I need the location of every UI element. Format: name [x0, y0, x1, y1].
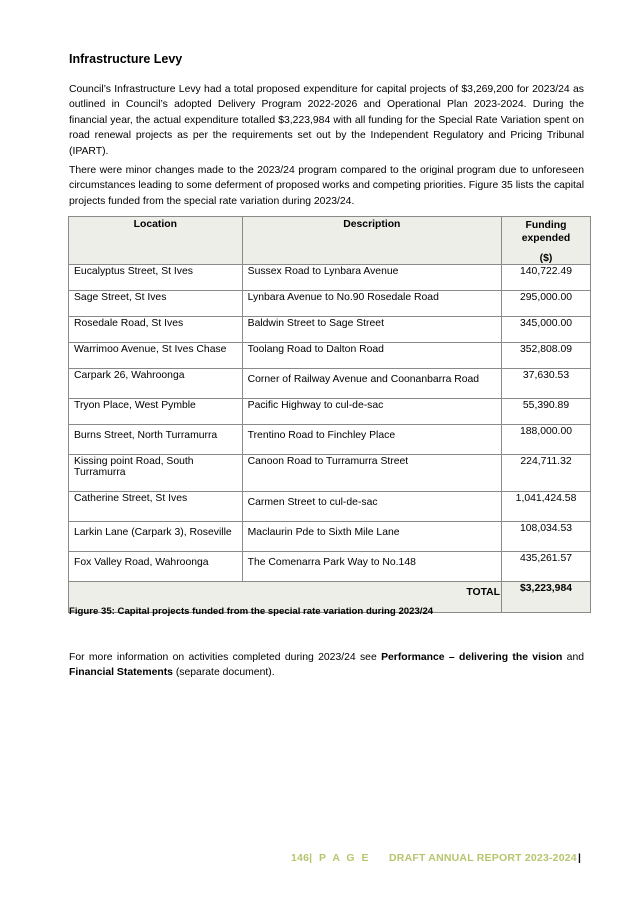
table-row [69, 265, 591, 291]
row-amount: 295,000.00 [502, 291, 591, 317]
table-row [69, 522, 591, 552]
row-description: Corner of Railway Avenue and Coonanbarra Road [242, 369, 501, 399]
row-location: Catherine Street, St Ives [69, 492, 243, 522]
more-info-and: and [562, 652, 584, 663]
row-location: Burns Street, North Turramurra [69, 425, 243, 455]
total-value: $3,223,984 [502, 582, 591, 613]
row-amount: 188,000.00 [502, 425, 591, 455]
footer-separator: | [578, 852, 582, 864]
page-number: 146 [291, 852, 310, 864]
header-funding-label: Funding expended [521, 220, 571, 244]
table-row [69, 343, 591, 369]
table-row [69, 455, 591, 492]
table-row [69, 492, 591, 522]
row-amount: 37,630.53 [502, 369, 591, 399]
total-label: TOTAL [69, 582, 502, 613]
table-row [69, 317, 591, 343]
table-header-row [69, 217, 591, 265]
figure-caption: Figure 35: Capital projects funded from the special rate variation during 2023/24 [69, 606, 434, 617]
row-location: Larkin Lane (Carpark 3), Roseville [69, 522, 243, 552]
row-amount: 55,390.89 [502, 399, 591, 425]
row-description: Toolang Road to Dalton Road [242, 343, 501, 369]
row-location: Rosedale Road, St Ives [69, 317, 243, 343]
row-description: Baldwin Street to Sage Street [242, 317, 501, 343]
row-location: Warrimoo Avenue, St Ives Chase [69, 343, 243, 369]
row-location: Sage Street, St Ives [69, 291, 243, 317]
table-row [69, 552, 591, 582]
row-description: Trentino Road to Finchley Place [242, 425, 501, 455]
more-info-text: For more information on activities completed during 2023/24 see [69, 652, 382, 663]
more-info-paragraph [69, 650, 584, 681]
table-row [69, 291, 591, 317]
page-label: | P A G E [309, 852, 371, 864]
intro-paragraph: Council’s Infrastructure Levy had a total proposed expenditure for capital projects of $3,269,200 for 2023/24 as outlined in Council’s adopted Delivery Program 2022-2026 and Operational Plan 2023-2024. During the financial year, the actual expenditure totalled $3,223,984 with all funding for the Special Rate Variation spent on road renewal projects as per the requirements set out by the Independent Regulatory and Pricing Tribunal (IPART). [69, 84, 584, 157]
row-description: The Comenarra Park Way to No.148 [242, 552, 501, 582]
changes-paragraph: There were minor changes made to the 2023/24 program compared to the original program due to unforeseen circumstances leading to some deferment of proposed works and competing priorities. Figure 35 lists the capital projects funded from the special rate variation during 2023/24. [69, 165, 584, 207]
row-amount: 435,261.57 [502, 552, 591, 582]
row-amount: 140,722.49 [502, 265, 591, 291]
section-heading: Infrastructure Levy [69, 52, 183, 66]
header-location: Location [69, 217, 243, 265]
row-description: Pacific Highway to cul-de-sac [242, 399, 501, 425]
row-location: Carpark 26, Wahroonga [69, 369, 243, 399]
report-title: DRAFT ANNUAL REPORT 2023-2024 [389, 852, 577, 864]
row-amount: 224,711.32 [502, 455, 591, 492]
performance-reference: Performance – delivering the vision [381, 652, 563, 663]
table-row [69, 425, 591, 455]
row-description: Sussex Road to Lynbara Avenue [242, 265, 501, 291]
more-info-suffix: (separate document). [172, 667, 275, 679]
row-location: Eucalyptus Street, St Ives [69, 265, 243, 291]
row-amount: 108,034.53 [502, 522, 591, 552]
row-description: Lynbara Avenue to No.90 Rosedale Road [242, 291, 501, 317]
row-amount: 345,000.00 [502, 317, 591, 343]
table-row [69, 369, 591, 399]
projects-table [68, 216, 591, 613]
header-funding [502, 217, 591, 265]
row-amount: 1,041,424.58 [502, 492, 591, 522]
table-row [69, 399, 591, 425]
header-funding-unit: ($) [539, 253, 553, 264]
row-description: Canoon Road to Turramurra Street [242, 455, 501, 492]
header-description: Description [242, 217, 501, 265]
financial-statements-reference: Financial Statements [69, 667, 173, 679]
row-location: Kissing point Road, South Turramurra [69, 455, 243, 492]
row-location: Tryon Place, West Pymble [69, 399, 243, 425]
row-description: Maclaurin Pde to Sixth Mile Lane [242, 522, 501, 552]
page-footer-number [291, 852, 371, 864]
row-location: Fox Valley Road, Wahroonga [69, 552, 243, 582]
row-description: Carmen Street to cul-de-sac [242, 492, 501, 522]
row-amount: 352,808.09 [502, 343, 591, 369]
